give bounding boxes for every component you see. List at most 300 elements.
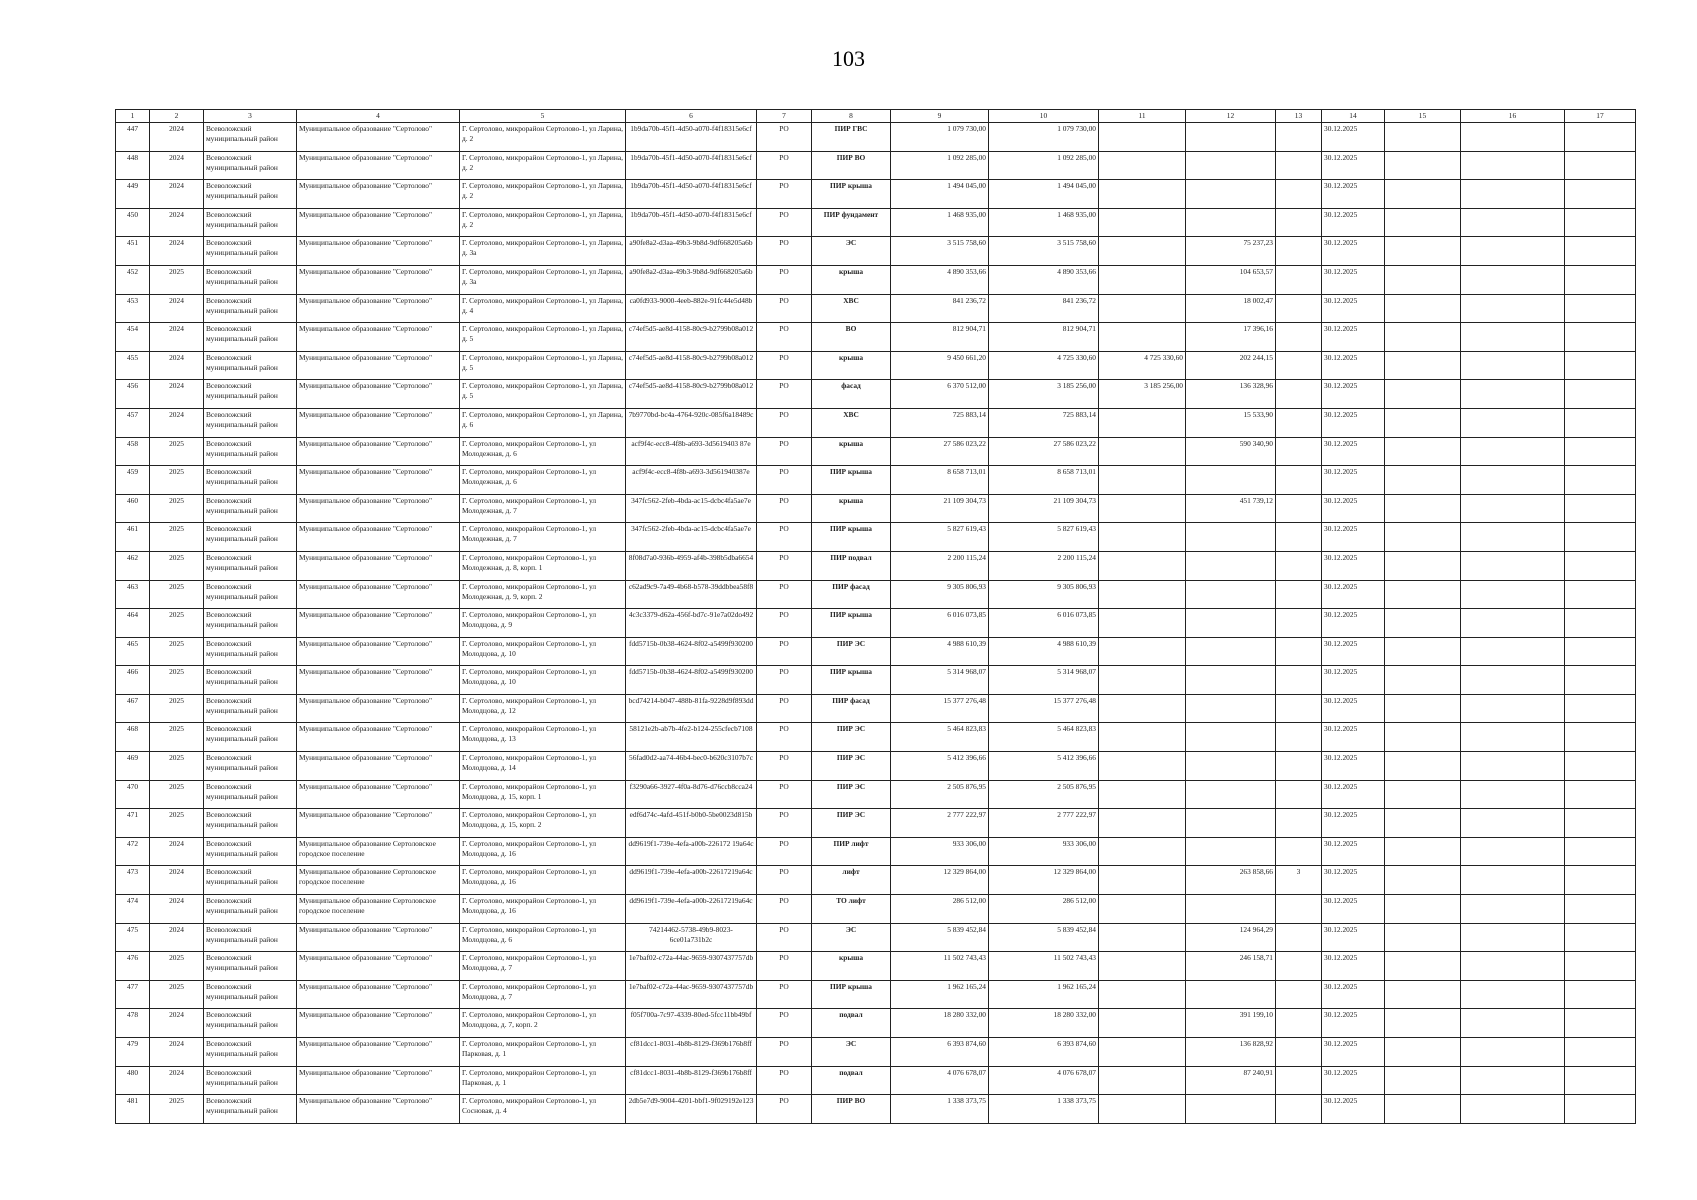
cell-amount-c: 18 002,47	[1186, 294, 1276, 323]
cell-deadline: 30.12.2025	[1322, 380, 1385, 409]
cell-amount-a: 6 016 073,85	[989, 609, 1099, 638]
cell-source: РО	[757, 1066, 812, 1095]
cell-col17	[1565, 895, 1636, 924]
cell-col15	[1385, 466, 1461, 495]
cell-total-cost: 5 827 619,43	[891, 523, 989, 552]
cell-amount-a: 2 200 115,24	[989, 551, 1099, 580]
column-header: 15	[1385, 110, 1461, 123]
cell-address: Г. Сертолово, микрорайон Сертолово-1, ул Молодцова, д. 15, корп. 1	[460, 780, 626, 809]
cell-col16	[1461, 294, 1565, 323]
cell-year: 2025	[150, 494, 204, 523]
cell-district: Всеволожский муниципальный район	[204, 351, 297, 380]
cell-col13	[1276, 180, 1322, 209]
cell-amount-b	[1099, 809, 1186, 838]
cell-year: 2025	[150, 580, 204, 609]
cell-year: 2024	[150, 923, 204, 952]
cell-amount-b	[1099, 980, 1186, 1009]
table-row	[116, 265, 1636, 294]
cell-col17	[1565, 523, 1636, 552]
cell-col16	[1461, 580, 1565, 609]
cell-deadline: 30.12.2025	[1322, 952, 1385, 981]
cell-municipality: Муниципальное образование "Сертолово"	[297, 551, 460, 580]
cell-municipality: Муниципальное образование "Сертолово"	[297, 466, 460, 495]
cell-col15	[1385, 151, 1461, 180]
cell-amount-c	[1186, 523, 1276, 552]
cell-municipality: Муниципальное образование "Сертолово"	[297, 180, 460, 209]
cell-amount-a: 725 883,14	[989, 408, 1099, 437]
cell-amount-a: 9 305 806,93	[989, 580, 1099, 609]
cell-house-id: 347fc562-2feb-4bda-ac15-dcbc4fa5ae7e	[626, 494, 757, 523]
column-header: 10	[989, 110, 1099, 123]
cell-number: 454	[116, 323, 150, 352]
cell-number: 463	[116, 580, 150, 609]
cell-address: Г. Сертолово, микрорайон Сертолово-1, ул Молодцова, д. 7	[460, 952, 626, 981]
cell-col13	[1276, 780, 1322, 809]
cell-total-cost: 286 512,00	[891, 895, 989, 924]
cell-deadline: 30.12.2025	[1322, 809, 1385, 838]
cell-amount-a: 1 962 165,24	[989, 980, 1099, 1009]
cell-col17	[1565, 837, 1636, 866]
cell-total-cost: 9 450 661,20	[891, 351, 989, 380]
cell-amount-c	[1186, 637, 1276, 666]
cell-amount-b	[1099, 1009, 1186, 1038]
cell-amount-a: 841 236,72	[989, 294, 1099, 323]
cell-amount-c	[1186, 123, 1276, 152]
cell-address: Г. Сертолово, микрорайон Сертолово-1, ул Молодцова, д. 14	[460, 752, 626, 781]
cell-municipality: Муниципальное образование "Сертолово"	[297, 380, 460, 409]
table-row	[116, 780, 1636, 809]
cell-amount-b	[1099, 694, 1186, 723]
cell-amount-c	[1186, 837, 1276, 866]
cell-deadline: 30.12.2025	[1322, 523, 1385, 552]
cell-year: 2024	[150, 408, 204, 437]
cell-municipality: Муниципальное образование "Сертолово"	[297, 666, 460, 695]
cell-work-type: ПИР фундамент	[812, 208, 891, 237]
cell-year: 2025	[150, 980, 204, 1009]
cell-municipality: Муниципальное образование "Сертолово"	[297, 1095, 460, 1124]
cell-municipality: Муниципальное образование Сертоловское городское поселение	[297, 837, 460, 866]
cell-source: РО	[757, 1009, 812, 1038]
cell-work-type: ПИР фасад	[812, 694, 891, 723]
cell-amount-b	[1099, 208, 1186, 237]
cell-total-cost: 8 658 713,01	[891, 466, 989, 495]
cell-year: 2025	[150, 523, 204, 552]
cell-total-cost: 1 468 935,00	[891, 208, 989, 237]
cell-district: Всеволожский муниципальный район	[204, 323, 297, 352]
cell-municipality: Муниципальное образование "Сертолово"	[297, 694, 460, 723]
cell-amount-c: 136 328,96	[1186, 380, 1276, 409]
cell-col16	[1461, 952, 1565, 981]
cell-amount-c: 17 396,16	[1186, 323, 1276, 352]
cell-col16	[1461, 1095, 1565, 1124]
cell-work-type: крыша	[812, 494, 891, 523]
cell-amount-a: 2 777 222,97	[989, 809, 1099, 838]
cell-total-cost: 9 305 806,93	[891, 580, 989, 609]
cell-district: Всеволожский муниципальный район	[204, 923, 297, 952]
cell-total-cost: 5 314 968,07	[891, 666, 989, 695]
cell-col13	[1276, 580, 1322, 609]
cell-amount-c	[1186, 609, 1276, 638]
cell-total-cost: 18 280 332,00	[891, 1009, 989, 1038]
cell-source: РО	[757, 237, 812, 266]
cell-col15	[1385, 637, 1461, 666]
cell-total-cost: 841 236,72	[891, 294, 989, 323]
cell-amount-a: 1 494 045,00	[989, 180, 1099, 209]
cell-year: 2025	[150, 1095, 204, 1124]
cell-amount-c: 75 237,23	[1186, 237, 1276, 266]
cell-col16	[1461, 437, 1565, 466]
cell-col13	[1276, 208, 1322, 237]
cell-amount-b	[1099, 952, 1186, 981]
cell-col15	[1385, 723, 1461, 752]
cell-number: 481	[116, 1095, 150, 1124]
cell-work-type: подвал	[812, 1009, 891, 1038]
cell-deadline: 30.12.2025	[1322, 551, 1385, 580]
cell-deadline: 30.12.2025	[1322, 1038, 1385, 1067]
cell-address: Г. Сертолово, микрорайон Сертолово-1, ул Ларина, д. 5	[460, 380, 626, 409]
cell-work-type: ХВС	[812, 294, 891, 323]
cell-house-id: c74ef5d5-ae8d-4158-80c9-b2799b08a012	[626, 323, 757, 352]
cell-col15	[1385, 895, 1461, 924]
cell-district: Всеволожский муниципальный район	[204, 494, 297, 523]
cell-amount-a: 1 468 935,00	[989, 208, 1099, 237]
page-number: 103	[832, 46, 865, 71]
cell-house-id: acf9f4c-ecc8-4f8b-a693-3d561940387e	[626, 466, 757, 495]
cell-house-id: 8f08d7a0-936b-4959-af4b-398b5dba6654	[626, 551, 757, 580]
cell-number: 453	[116, 294, 150, 323]
cell-col17	[1565, 866, 1636, 895]
cell-col17	[1565, 437, 1636, 466]
cell-amount-c	[1186, 151, 1276, 180]
cell-year: 2024	[150, 208, 204, 237]
cell-amount-c	[1186, 980, 1276, 1009]
cell-year: 2024	[150, 380, 204, 409]
table-row	[116, 494, 1636, 523]
cell-amount-a: 2 505 876,95	[989, 780, 1099, 809]
cell-total-cost: 2 505 876,95	[891, 780, 989, 809]
cell-year: 2024	[150, 837, 204, 866]
cell-amount-c: 263 858,66	[1186, 866, 1276, 895]
cell-col16	[1461, 1066, 1565, 1095]
cell-col17	[1565, 752, 1636, 781]
cell-amount-c	[1186, 551, 1276, 580]
cell-col16	[1461, 408, 1565, 437]
cell-col17	[1565, 723, 1636, 752]
cell-number: 451	[116, 237, 150, 266]
cell-col15	[1385, 809, 1461, 838]
table-row	[116, 208, 1636, 237]
cell-col15	[1385, 780, 1461, 809]
cell-house-id: fdd5715b-0b38-4624-8f02-a5499f930200	[626, 637, 757, 666]
cell-col15	[1385, 551, 1461, 580]
cell-col17	[1565, 151, 1636, 180]
cell-col17	[1565, 1095, 1636, 1124]
table-row	[116, 923, 1636, 952]
cell-municipality: Муниципальное образование Сертоловское городское поселение	[297, 895, 460, 924]
table-row	[116, 123, 1636, 152]
cell-col13	[1276, 551, 1322, 580]
cell-number: 466	[116, 666, 150, 695]
cell-address: Г. Сертолово, микрорайон Сертолово-1, ул Молодежная, д. 9, корп. 2	[460, 580, 626, 609]
cell-source: РО	[757, 895, 812, 924]
cell-col15	[1385, 952, 1461, 981]
cell-amount-a: 18 280 332,00	[989, 1009, 1099, 1038]
column-header: 4	[297, 110, 460, 123]
cell-district: Всеволожский муниципальный район	[204, 180, 297, 209]
cell-col13	[1276, 837, 1322, 866]
cell-source: РО	[757, 837, 812, 866]
cell-col13	[1276, 752, 1322, 781]
cell-source: РО	[757, 180, 812, 209]
cell-work-type: ПИР крыша	[812, 609, 891, 638]
cell-house-id: c74ef5d5-ae8d-4158-80c9-b2799b08a012	[626, 380, 757, 409]
cell-municipality: Муниципальное образование "Сертолово"	[297, 752, 460, 781]
cell-number: 459	[116, 466, 150, 495]
cell-number: 478	[116, 1009, 150, 1038]
column-header: 5	[460, 110, 626, 123]
cell-col15	[1385, 1038, 1461, 1067]
table-row	[116, 551, 1636, 580]
cell-house-id: c62ad9c9-7a49-4b68-b578-39ddbbea58f8	[626, 580, 757, 609]
cell-amount-a: 1 338 373,75	[989, 1095, 1099, 1124]
cell-district: Всеволожский муниципальный район	[204, 780, 297, 809]
cell-address: Г. Сертолово, микрорайон Сертолово-1, ул Молодежная, д. 6	[460, 437, 626, 466]
cell-deadline: 30.12.2025	[1322, 694, 1385, 723]
cell-total-cost: 812 904,71	[891, 323, 989, 352]
cell-amount-c	[1186, 752, 1276, 781]
cell-total-cost: 5 839 452,84	[891, 923, 989, 952]
cell-col13	[1276, 923, 1322, 952]
cell-address: Г. Сертолово, микрорайон Сертолово-1, ул Молодцова, д. 15, корп. 2	[460, 809, 626, 838]
cell-municipality: Муниципальное образование "Сертолово"	[297, 780, 460, 809]
cell-amount-c: 391 199,10	[1186, 1009, 1276, 1038]
cell-deadline: 30.12.2025	[1322, 294, 1385, 323]
table-row	[116, 580, 1636, 609]
cell-number: 450	[116, 208, 150, 237]
cell-municipality: Муниципальное образование "Сертолово"	[297, 494, 460, 523]
cell-source: РО	[757, 980, 812, 1009]
cell-total-cost: 6 016 073,85	[891, 609, 989, 638]
cell-year: 2025	[150, 666, 204, 695]
cell-source: РО	[757, 437, 812, 466]
cell-work-type: ПИР фасад	[812, 580, 891, 609]
cell-number: 460	[116, 494, 150, 523]
cell-year: 2024	[150, 237, 204, 266]
cell-municipality: Муниципальное образование "Сертолово"	[297, 637, 460, 666]
cell-work-type: ПИР крыша	[812, 180, 891, 209]
cell-col13	[1276, 466, 1322, 495]
cell-col17	[1565, 380, 1636, 409]
cell-amount-a: 1 092 285,00	[989, 151, 1099, 180]
cell-year: 2024	[150, 123, 204, 152]
cell-house-id: ca0fd933-9000-4eeb-882e-91fc44e5d48b	[626, 294, 757, 323]
table-row	[116, 1095, 1636, 1124]
cell-deadline: 30.12.2025	[1322, 351, 1385, 380]
cell-total-cost: 1 494 045,00	[891, 180, 989, 209]
cell-number: 474	[116, 895, 150, 924]
cell-address: Г. Сертолово, микрорайон Сертолово-1, ул Парковая, д. 1	[460, 1066, 626, 1095]
table-row	[116, 180, 1636, 209]
cell-col13	[1276, 351, 1322, 380]
cell-municipality: Муниципальное образование "Сертолово"	[297, 980, 460, 1009]
cell-house-id: 2db5e7d9-9004-4201-bbf1-9f029192e123	[626, 1095, 757, 1124]
cell-address: Г. Сертолово, микрорайон Сертолово-1, ул Ларина, д. 3а	[460, 265, 626, 294]
column-header: 1	[116, 110, 150, 123]
cell-source: РО	[757, 923, 812, 952]
cell-deadline: 30.12.2025	[1322, 123, 1385, 152]
cell-district: Всеволожский муниципальный район	[204, 980, 297, 1009]
cell-municipality: Муниципальное образование "Сертолово"	[297, 323, 460, 352]
cell-deadline: 30.12.2025	[1322, 1009, 1385, 1038]
cell-work-type: ПИР ЭС	[812, 752, 891, 781]
cell-col15	[1385, 694, 1461, 723]
cell-col17	[1565, 180, 1636, 209]
cell-col13	[1276, 1066, 1322, 1095]
cell-col13	[1276, 123, 1322, 152]
cell-house-id: 4c3c3379-d62a-456f-bd7c-91e7a02do492	[626, 609, 757, 638]
cell-col15	[1385, 580, 1461, 609]
cell-house-id: c74ef5d5-ae8d-4158-80c9-b2799b08a012	[626, 351, 757, 380]
cell-house-id: 1b9da70b-45f1-4d50-a070-f4f18315e6cf	[626, 151, 757, 180]
cell-work-type: ПИР ВО	[812, 151, 891, 180]
cell-address: Г. Сертолово, микрорайон Сертолово-1, ул Ларина, д. 2	[460, 180, 626, 209]
cell-work-type: ПИР крыша	[812, 466, 891, 495]
cell-number: 456	[116, 380, 150, 409]
cell-number: 447	[116, 123, 150, 152]
cell-col17	[1565, 809, 1636, 838]
cell-amount-b	[1099, 408, 1186, 437]
cell-col16	[1461, 609, 1565, 638]
cell-col16	[1461, 637, 1565, 666]
cell-source: РО	[757, 351, 812, 380]
cell-deadline: 30.12.2025	[1322, 1066, 1385, 1095]
cell-amount-c	[1186, 1095, 1276, 1124]
cell-col13	[1276, 151, 1322, 180]
cell-house-id: fdd5715b-0b38-4624-8f02-a5499f930200	[626, 666, 757, 695]
cell-deadline: 30.12.2025	[1322, 408, 1385, 437]
table-row	[116, 866, 1636, 895]
cell-district: Всеволожский муниципальный район	[204, 237, 297, 266]
cell-amount-a: 8 658 713,01	[989, 466, 1099, 495]
table-row	[116, 809, 1636, 838]
cell-col15	[1385, 1066, 1461, 1095]
cell-total-cost: 27 586 023,22	[891, 437, 989, 466]
cell-work-type: ТО лифт	[812, 895, 891, 924]
register-table	[115, 109, 1636, 1124]
cell-address: Г. Сертолово, микрорайон Сертолово-1, ул Молодцова, д. 12	[460, 694, 626, 723]
cell-year: 2025	[150, 466, 204, 495]
cell-amount-b	[1099, 666, 1186, 695]
table-row	[116, 980, 1636, 1009]
cell-work-type: ПИР крыша	[812, 523, 891, 552]
cell-col17	[1565, 123, 1636, 152]
cell-total-cost: 5 412 396,66	[891, 752, 989, 781]
cell-address: Г. Сертолово, микрорайон Сертолово-1, ул Молодцова, д. 16	[460, 866, 626, 895]
cell-deadline: 30.12.2025	[1322, 980, 1385, 1009]
cell-district: Всеволожский муниципальный район	[204, 437, 297, 466]
cell-work-type: лифт	[812, 866, 891, 895]
cell-amount-b	[1099, 637, 1186, 666]
cell-total-cost: 933 306,00	[891, 837, 989, 866]
cell-amount-c: 87 240,91	[1186, 1066, 1276, 1095]
cell-source: РО	[757, 323, 812, 352]
cell-number: 464	[116, 609, 150, 638]
cell-col16	[1461, 151, 1565, 180]
cell-col13	[1276, 1009, 1322, 1038]
cell-house-id: 58121e2b-ab7b-4fe2-b124-255cfecb7108	[626, 723, 757, 752]
cell-amount-c: 15 533,90	[1186, 408, 1276, 437]
table-row	[116, 294, 1636, 323]
cell-district: Всеволожский муниципальный район	[204, 1066, 297, 1095]
cell-col16	[1461, 723, 1565, 752]
cell-amount-b	[1099, 752, 1186, 781]
cell-amount-c: 104 653,57	[1186, 265, 1276, 294]
cell-total-cost: 2 777 222,97	[891, 809, 989, 838]
cell-number: 461	[116, 523, 150, 552]
cell-amount-b	[1099, 466, 1186, 495]
cell-col13	[1276, 895, 1322, 924]
cell-number: 477	[116, 980, 150, 1009]
cell-amount-b	[1099, 180, 1186, 209]
cell-col13	[1276, 637, 1322, 666]
cell-col17	[1565, 237, 1636, 266]
cell-amount-b	[1099, 895, 1186, 924]
cell-district: Всеволожский муниципальный район	[204, 752, 297, 781]
cell-total-cost: 725 883,14	[891, 408, 989, 437]
cell-work-type: фасад	[812, 380, 891, 409]
cell-source: РО	[757, 752, 812, 781]
cell-year: 2025	[150, 952, 204, 981]
cell-col16	[1461, 180, 1565, 209]
cell-col13	[1276, 294, 1322, 323]
cell-amount-a: 15 377 276,48	[989, 694, 1099, 723]
cell-amount-b: 3 185 256,00	[1099, 380, 1186, 409]
cell-house-id: 56fad0d2-aa74-46b4-bec0-b620c3107b7c	[626, 752, 757, 781]
cell-number: 480	[116, 1066, 150, 1095]
cell-total-cost: 3 515 758,60	[891, 237, 989, 266]
cell-total-cost: 6 370 512,00	[891, 380, 989, 409]
cell-municipality: Муниципальное образование "Сертолово"	[297, 609, 460, 638]
cell-source: РО	[757, 494, 812, 523]
cell-address: Г. Сертолово, микрорайон Сертолово-1, ул Молодежная, д. 6	[460, 466, 626, 495]
cell-col13	[1276, 980, 1322, 1009]
cell-work-type: крыша	[812, 437, 891, 466]
cell-number: 465	[116, 637, 150, 666]
cell-col15	[1385, 609, 1461, 638]
cell-municipality: Муниципальное образование "Сертолово"	[297, 151, 460, 180]
cell-col17	[1565, 923, 1636, 952]
cell-col15	[1385, 980, 1461, 1009]
cell-address: Г. Сертолово, микрорайон Сертолово-1, ул Ларина, д. 2	[460, 151, 626, 180]
cell-municipality: Муниципальное образование "Сертолово"	[297, 237, 460, 266]
cell-col13	[1276, 494, 1322, 523]
cell-col16	[1461, 980, 1565, 1009]
cell-amount-c: 202 244,15	[1186, 351, 1276, 380]
cell-address: Г. Сертолово, микрорайон Сертолово-1, ул Молодежная, д. 7	[460, 494, 626, 523]
cell-number: 452	[116, 265, 150, 294]
column-header: 12	[1186, 110, 1276, 123]
cell-amount-a: 5 314 968,07	[989, 666, 1099, 695]
cell-col16	[1461, 1038, 1565, 1067]
cell-col16	[1461, 809, 1565, 838]
table-row	[116, 666, 1636, 695]
cell-address: Г. Сертолово, микрорайон Сертолово-1, ул Ларина, д. 6	[460, 408, 626, 437]
cell-amount-b	[1099, 580, 1186, 609]
cell-amount-b	[1099, 523, 1186, 552]
cell-total-cost: 11 502 743,43	[891, 952, 989, 981]
cell-col17	[1565, 952, 1636, 981]
cell-source: РО	[757, 294, 812, 323]
